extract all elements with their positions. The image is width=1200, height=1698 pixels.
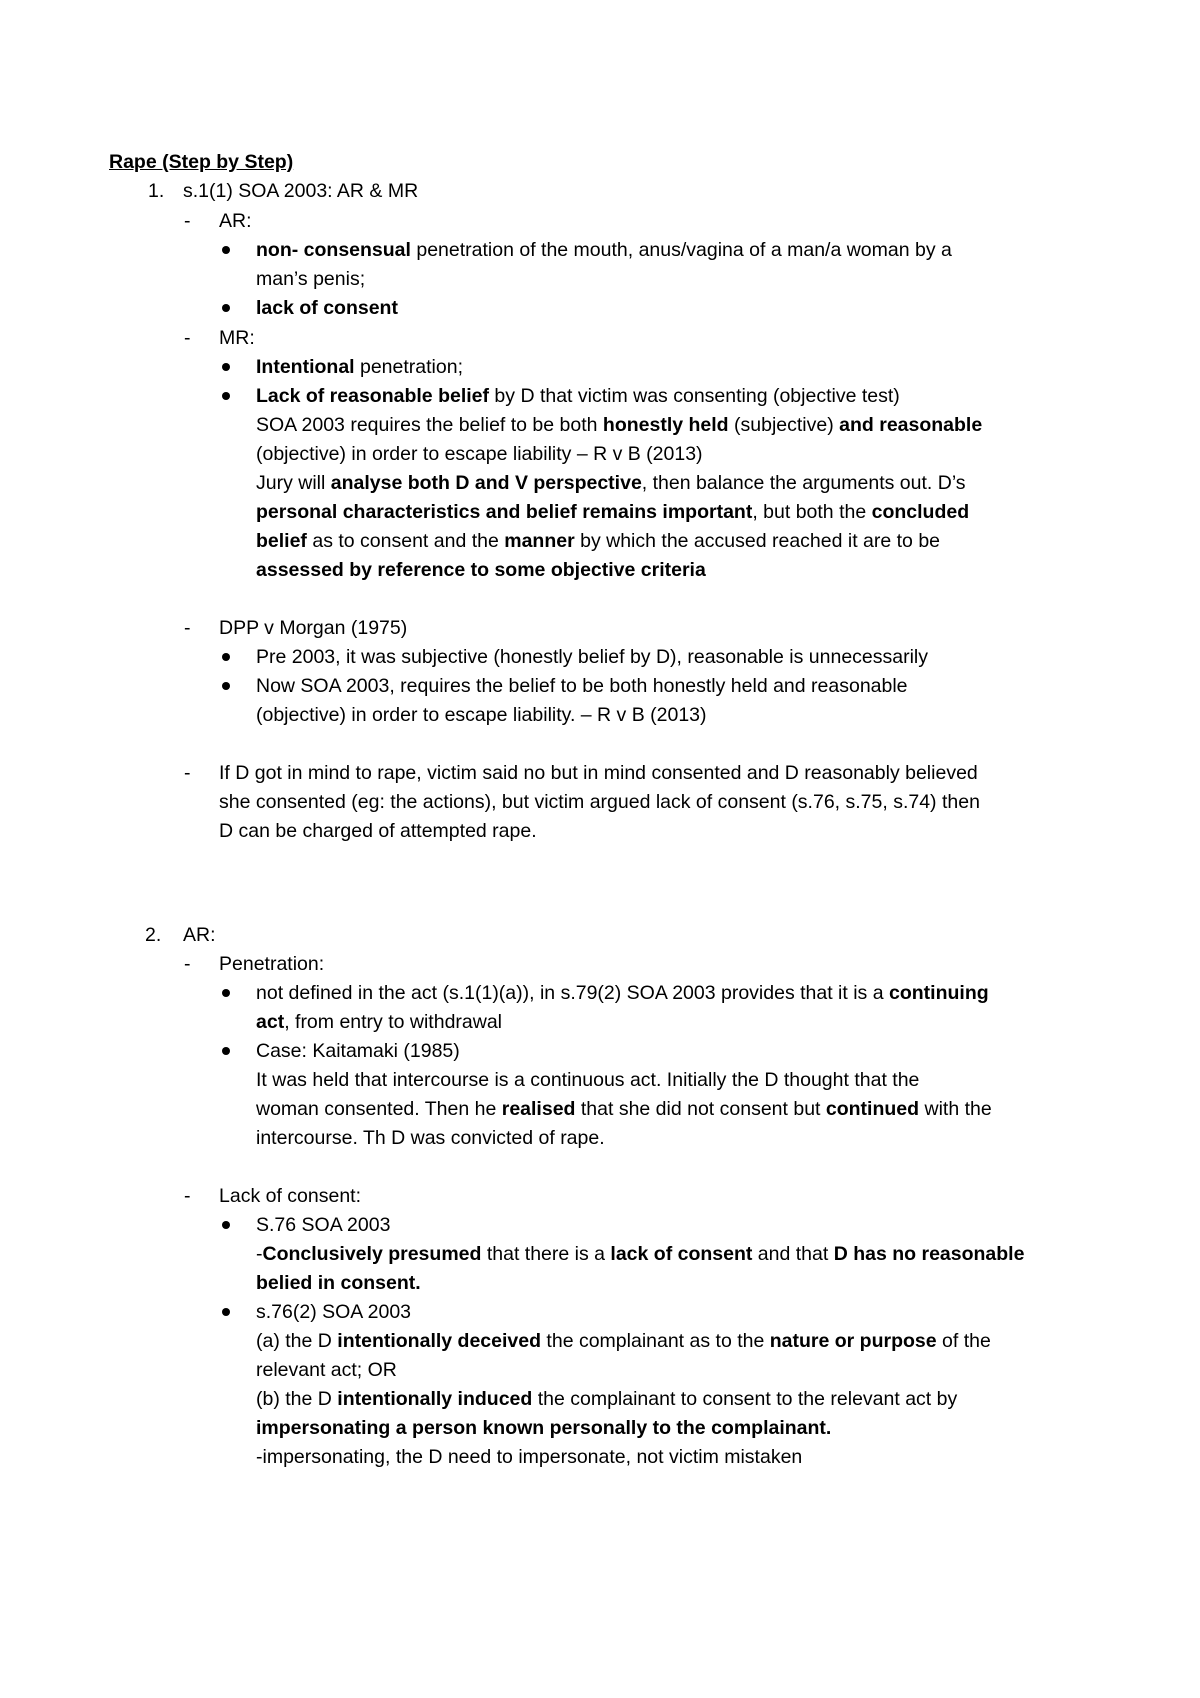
bold-text: honestly held xyxy=(602,414,729,436)
bullet-dot xyxy=(222,1221,230,1229)
consent-bullet-2-line-6: -impersonating, the D need to impersonate, not victim mistaken xyxy=(256,1446,803,1468)
text: penetration of the mouth, anus/vagina of a man/a woman by a xyxy=(410,239,952,261)
text: penetration; xyxy=(354,356,463,378)
bullet-dot xyxy=(222,392,230,400)
mr-bullet-2-line-7: assessed by reference to some objective criteria xyxy=(256,559,706,581)
mr-bullet-2-line-5 xyxy=(256,498,969,527)
list-number-1: 1. xyxy=(148,180,165,202)
list-number-2: 2. xyxy=(145,924,162,946)
text: the complainant to consent to the relevant act by xyxy=(532,1388,958,1410)
text: and that xyxy=(752,1243,834,1265)
text: that she did not consent but xyxy=(575,1098,826,1120)
morgan-label: DPP v Morgan (1975) xyxy=(219,617,408,639)
bullet-dot xyxy=(222,246,230,254)
dash-bullet: - xyxy=(184,617,191,639)
bold-text: D has no reasonable xyxy=(833,1243,1025,1265)
text: , but both the xyxy=(752,501,872,523)
bold-text: concluded xyxy=(871,501,970,523)
text: SOA 2003 requires the belief to be both xyxy=(256,414,603,436)
penetration-bullet-1 xyxy=(256,979,989,1008)
bold-text: and reasonable xyxy=(839,414,983,436)
text: Jury will xyxy=(256,472,331,494)
mr-bullet-2-line-6 xyxy=(256,527,940,556)
dash-bullet: - xyxy=(184,1185,191,1207)
bold-text: non- consensual xyxy=(256,239,411,261)
text: of the xyxy=(936,1330,991,1352)
dash-bullet: - xyxy=(184,953,191,975)
bullet-dot xyxy=(222,304,230,312)
bold-text: intentionally induced xyxy=(337,1388,533,1410)
consent-bullet-2: s.76(2) SOA 2003 xyxy=(256,1301,412,1323)
bullet-dot xyxy=(222,653,230,661)
bold-text: Intentional xyxy=(256,356,355,378)
text: woman consented. Then he xyxy=(256,1098,502,1120)
text: by D that victim was consenting (objective test) xyxy=(489,385,900,407)
bold-text: continued xyxy=(825,1098,920,1120)
bold-text: Conclusively presumed xyxy=(262,1243,482,1265)
bold-text: analyse both D and V perspective xyxy=(330,472,642,494)
dash-bullet: - xyxy=(184,210,191,232)
penetration-bullet-2-line-4: intercourse. Th D was convicted of rape. xyxy=(256,1127,605,1149)
text: (b) the D xyxy=(256,1388,338,1410)
ar-bullet-1 xyxy=(256,236,952,265)
section-2-heading: AR: xyxy=(183,924,216,946)
mr-bullet-2-line-3: (objective) in order to escape liability – R v B (2013) xyxy=(256,443,703,465)
penetration-bullet-1-cont xyxy=(256,1008,502,1037)
ar-bullet-2: lack of consent xyxy=(256,297,398,319)
bullet-dot xyxy=(222,363,230,371)
mr-bullet-2-line-4 xyxy=(256,469,966,498)
mr-bullet-1 xyxy=(256,353,463,382)
consent-bullet-2-line-4 xyxy=(256,1385,957,1414)
bold-text: nature or purpose xyxy=(769,1330,937,1352)
penetration-bullet-2: Case: Kaitamaki (1985) xyxy=(256,1040,460,1062)
text: (subjective) xyxy=(728,414,840,436)
text: not defined in the act (s.1(1)(a)), in s.79(2) SOA 2003 provides that it is a xyxy=(256,982,889,1004)
ar-bullet-1-cont: man’s penis; xyxy=(256,268,366,290)
penetration-bullet-2-line-2: It was held that intercourse is a continuous act. Initially the D thought that the xyxy=(256,1069,920,1091)
penetration-bullet-2-line-3 xyxy=(256,1095,992,1124)
bullet-dot xyxy=(222,1308,230,1316)
bullet-dot xyxy=(222,1047,230,1055)
consent-bullet-2-line-3: relevant act; OR xyxy=(256,1359,397,1381)
mr-label: MR: xyxy=(219,327,255,349)
penetration-label: Penetration: xyxy=(219,953,325,975)
attempt-line-2: she consented (eg: the actions), but victim argued lack of consent (s.76, s.75, s.74) then xyxy=(219,791,980,813)
consent-bullet-2-line-5: impersonating a person known personally to the complainant. xyxy=(256,1417,832,1439)
bold-text: intentionally deceived xyxy=(337,1330,542,1352)
consent-bullet-1-line-2 xyxy=(256,1240,1024,1269)
bold-text: manner xyxy=(504,530,575,552)
bullet-dot xyxy=(222,989,230,997)
bold-text: act xyxy=(256,1011,285,1033)
mr-bullet-2 xyxy=(256,382,900,411)
text: the complainant as to the xyxy=(541,1330,770,1352)
mr-bullet-2-line-2 xyxy=(256,411,982,440)
text: (a) the D xyxy=(256,1330,338,1352)
text: with the xyxy=(919,1098,992,1120)
dash-bullet: - xyxy=(184,327,191,349)
text: , from entry to withdrawal xyxy=(284,1011,503,1033)
text: as to consent and the xyxy=(306,530,505,552)
page-title: Rape (Step by Step) xyxy=(109,151,294,173)
bullet-dot xyxy=(222,682,230,690)
text: - xyxy=(256,1243,263,1265)
morgan-bullet-2: Now SOA 2003, requires the belief to be both honestly held and reasonable xyxy=(256,675,908,697)
attempt-line-3: D can be charged of attempted rape. xyxy=(219,820,537,842)
morgan-bullet-2-cont: (objective) in order to escape liability. – R v B (2013) xyxy=(256,704,707,726)
ar-label: AR: xyxy=(219,210,252,232)
consent-label: Lack of consent: xyxy=(219,1185,362,1207)
text: , then balance the arguments out. D’s xyxy=(641,472,966,494)
bold-text: personal characteristics and belief remains important xyxy=(256,501,753,523)
text: by which the accused reached it are to be xyxy=(574,530,941,552)
dash-bullet: - xyxy=(184,762,191,784)
consent-bullet-1: S.76 SOA 2003 xyxy=(256,1214,391,1236)
consent-bullet-2-line-2 xyxy=(256,1327,991,1356)
bold-text: Lack of reasonable belief xyxy=(256,385,490,407)
bold-text: realised xyxy=(501,1098,576,1120)
section-1-heading: s.1(1) SOA 2003: AR & MR xyxy=(183,180,419,202)
attempt-line-1: If D got in mind to rape, victim said no but in mind consented and D reasonably believed xyxy=(219,762,978,784)
bold-text: belief xyxy=(256,530,307,552)
text: that there is a xyxy=(481,1243,611,1265)
morgan-bullet-1: Pre 2003, it was subjective (honestly belief by D), reasonable is unnecessarily xyxy=(256,646,929,668)
consent-bullet-1-line-3: belied in consent. xyxy=(256,1272,421,1294)
bold-text: lack of consent xyxy=(610,1243,753,1265)
bold-text: continuing xyxy=(889,982,989,1004)
